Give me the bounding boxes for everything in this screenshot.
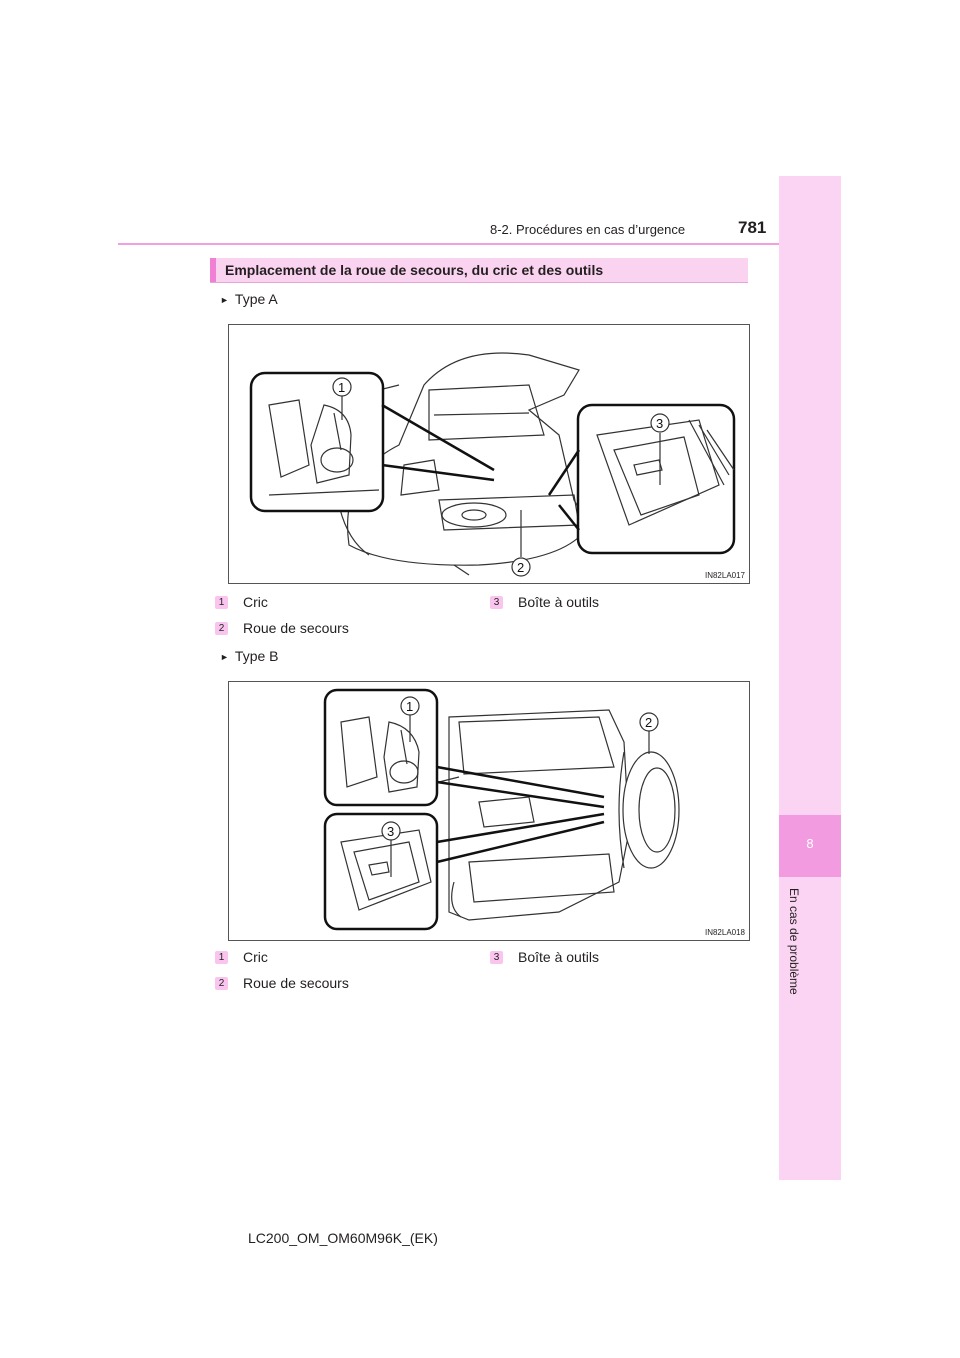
section-title: 8-2. Procédures en cas d’urgence [490,222,686,237]
vehicle-rear-illustration-type-b [229,682,749,940]
legend-badge-1: 1 [215,596,228,609]
type-a-label [220,291,278,307]
type-b-label-text: Type B [234,648,279,664]
callout-3: 3 [387,824,395,839]
callout-2: 2 [645,715,653,730]
legend-text-roue: Roue de secours [243,620,349,636]
legend-badge-3: 3 [490,951,503,964]
legend-text-roue: Roue de secours [243,975,349,991]
document-code: LC200_OM_OM60M96K_(EK) [248,1230,438,1246]
type-a-label-text: Type A [234,291,278,307]
callout-1: 1 [338,380,346,395]
chapter-number: 8 [806,836,814,851]
page-number: 781 [738,218,767,237]
legend-text-cric: Cric [243,949,268,965]
type-b-label [220,648,279,664]
header-rule [118,243,840,245]
legend-badge-1: 1 [215,951,228,964]
figure-code: IN82LA018 [704,928,745,937]
chapter-title: En cas de problème [787,888,801,995]
callout-3: 3 [656,416,664,431]
triangle-bullet-icon: ► [220,652,229,662]
legend-badge-2: 2 [215,622,228,635]
callout-1: 1 [406,699,414,714]
legend-text-boite: Boîte à outils [518,949,599,965]
legend-text-cric: Cric [243,594,268,610]
triangle-bullet-icon: ► [220,295,229,305]
legend-text-boite: Boîte à outils [518,594,599,610]
box-title: Emplacement de la roue de secours, du cric et des outils [225,262,604,278]
figure-type-b [228,681,750,941]
box-title-accent [210,258,216,282]
figure-code: IN82LA017 [704,571,745,580]
chapter-side-tab [779,176,841,1180]
legend-badge-2: 2 [215,977,228,990]
figure-type-a [228,324,750,584]
vehicle-rear-illustration-type-a [229,325,749,583]
legend-badge-3: 3 [490,596,503,609]
callout-2: 2 [517,560,525,575]
